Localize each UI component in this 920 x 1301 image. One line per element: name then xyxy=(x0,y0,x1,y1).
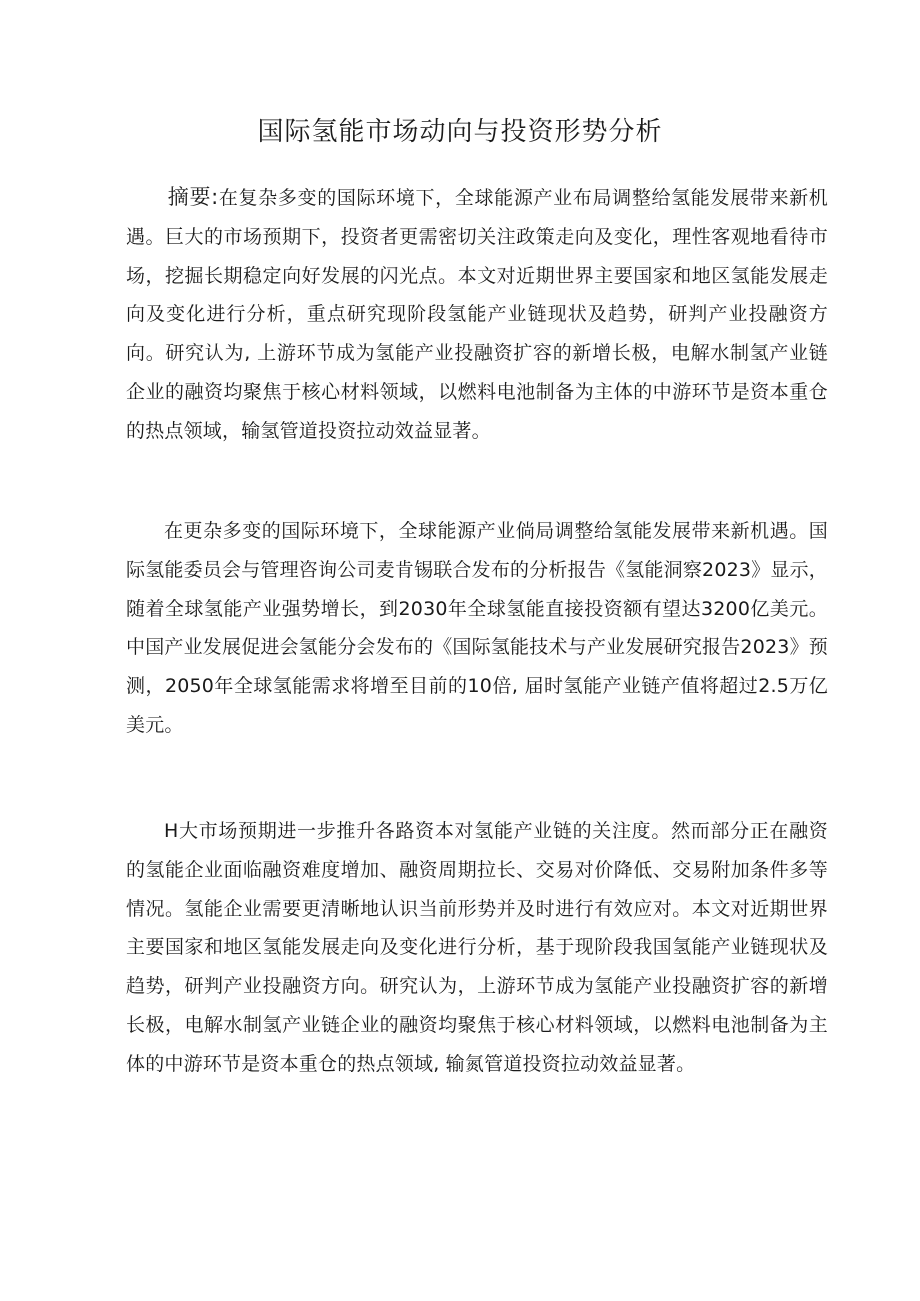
body-paragraph-2: H大市场预期进一步推升各路资本对氢能产业链的关注度。然而部分正在融资的氢能企业面临融资难度增加、融资周期拉长、交易对价降低、交易附加条件多等情况。氢能企业需要更清晰地认识当前形势并及时进行有效应对。本文对近期世界主要国家和地区氢能发展走向及变化进行分析，基于现阶段我国氢能产业链现状及趋势，研判产业投融资方向。研究认为，上游环节成为氢能产业投融资扩容的新增长极，电解水制氢产业链企业的融资均聚焦于核心材料领域，以燃料电池制备为主体的中游环节是资本重仓的热点领域, 输氮管道投资拉动效益显著。 xyxy=(126,820,828,1075)
abstract-paragraph xyxy=(126,178,828,451)
abstract-text: 在复杂多变的国际环境下，全球能源产业布局调整给氢能发展带来新机遇。巨大的市场预期下，投资者更需密切关注政策走向及变化，理性客观地看待市场，挖掘长期稳定向好发展的闪光点。本文对近期世界主要国家和地区氢能发展走向及变化进行分析，重点研究现阶段氢能产业链现状及趋势，研判产业投融资方向。研究认为, 上游环节成为氢能产业投融资扩容的新增长极，电解水制氢产业链企业的融资均聚焦于核心材料领域，以燃料电池制备为主体的中游环节是资本重仓的热点领域，输氢管道投资拉动效益显著。 xyxy=(126,187,828,442)
document-title: 国际氢能市场动向与投资形势分析 xyxy=(257,117,663,147)
body-paragraph-1: 在更杂多变的国际环境下，全球能源产业倘局调整给氢能发展带来新机遇。国际氢能委员会与管理咨询公司麦肯锡联合发布的分析报告《氢能洞察2023》显示，随着全球氢能产业强势增长，到2030年全球氢能直接投资额有望达3200亿美元。中国产业发展促进会氢能分会发布的《国际氢能技术与产业发展研究报告2023》预测，2050年全球氢能需求将增至目前的10倍, 届时氢能产业链产值将超过2.5万亿美元。 xyxy=(126,520,828,736)
abstract-label: 摘要: xyxy=(167,185,219,209)
